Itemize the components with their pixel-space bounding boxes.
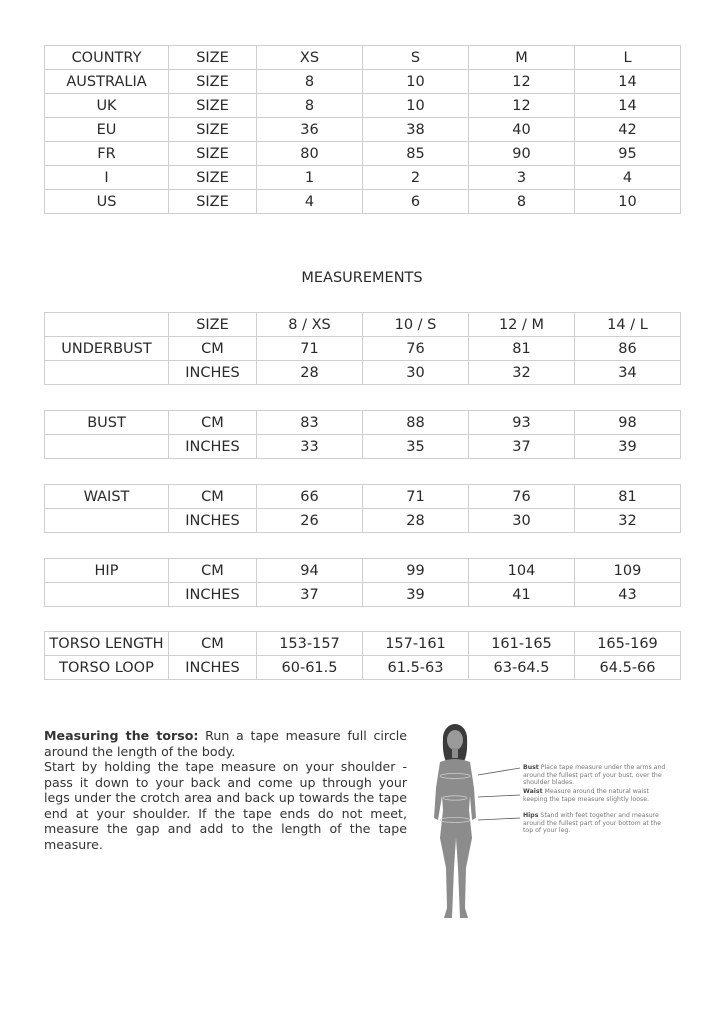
table-cell: 32 [469, 361, 575, 385]
table-cell: 34 [575, 361, 681, 385]
table-cell: 14 [575, 70, 681, 94]
table-cell: 2 [363, 166, 469, 190]
body-silhouette-illustration [420, 718, 520, 928]
table-cell: SIZE [169, 190, 257, 214]
header-cell: SIZE [169, 46, 257, 70]
table-row [45, 337, 681, 361]
table-cell: 1 [257, 166, 363, 190]
table-cell: 83 [257, 411, 363, 435]
table-cell: 94 [257, 559, 363, 583]
table-row [45, 70, 681, 94]
table-cell: 37 [257, 583, 363, 607]
measurements-title: MEASUREMENTS [301, 270, 423, 286]
table-cell: 40 [469, 118, 575, 142]
header-cell: COUNTRY [45, 46, 169, 70]
table-cell: 76 [363, 337, 469, 361]
table-cell: 153-157 [257, 632, 363, 656]
table-cell: 109 [575, 559, 681, 583]
torso-table [44, 631, 681, 680]
table-row [45, 485, 681, 509]
hips-caption [523, 812, 673, 835]
table-cell: 93 [469, 411, 575, 435]
table-cell: 8 [469, 190, 575, 214]
row-label-empty [45, 583, 169, 607]
table-cell: 6 [363, 190, 469, 214]
measurement-figure [420, 718, 700, 928]
table-cell: 61.5-63 [363, 656, 469, 680]
header-cell: SIZE [169, 313, 257, 337]
torso-measuring-instructions [44, 728, 407, 852]
table-cell: 10 [575, 190, 681, 214]
table-cell: SIZE [169, 166, 257, 190]
table-cell: 39 [575, 435, 681, 459]
waist-table [44, 484, 681, 533]
waist-caption-title: Waist [523, 788, 543, 795]
table-header-row [45, 313, 681, 337]
unit-cell: INCHES [169, 583, 257, 607]
table-cell: 80 [257, 142, 363, 166]
table-cell: 32 [575, 509, 681, 533]
table-cell: 39 [363, 583, 469, 607]
table-cell: 38 [363, 118, 469, 142]
table-row [45, 361, 681, 385]
table-row [45, 190, 681, 214]
table-cell: 81 [575, 485, 681, 509]
table-cell: 30 [363, 361, 469, 385]
table-cell: 161-165 [469, 632, 575, 656]
table-row [45, 656, 681, 680]
table-header-row [45, 46, 681, 70]
hips-caption-title: Hips [523, 812, 539, 819]
header-cell: 12 / M [469, 313, 575, 337]
table-cell: 30 [469, 509, 575, 533]
row-label-empty [45, 509, 169, 533]
unit-cell: INCHES [169, 435, 257, 459]
table-cell: 4 [575, 166, 681, 190]
table-cell: FR [45, 142, 169, 166]
table-cell: 36 [257, 118, 363, 142]
waist-caption-text: Measure around the natural waist keeping the tape measure slightly loose. [523, 788, 650, 803]
table-cell: 43 [575, 583, 681, 607]
unit-cell: CM [169, 559, 257, 583]
table-row [45, 411, 681, 435]
table-cell: 35 [363, 435, 469, 459]
underbust-table [44, 312, 681, 385]
unit-cell: INCHES [169, 656, 257, 680]
table-cell: 99 [363, 559, 469, 583]
row-label: BUST [45, 411, 169, 435]
header-cell: 8 / XS [257, 313, 363, 337]
table-cell: 14 [575, 94, 681, 118]
table-cell: 76 [469, 485, 575, 509]
table-cell: 71 [363, 485, 469, 509]
size-conversion-table [44, 45, 681, 214]
table-cell: 66 [257, 485, 363, 509]
table-cell: SIZE [169, 118, 257, 142]
table-row [45, 166, 681, 190]
table-cell: 88 [363, 411, 469, 435]
table-cell: 4 [257, 190, 363, 214]
table-cell: 86 [575, 337, 681, 361]
table-cell: I [45, 166, 169, 190]
header-cell: 14 / L [575, 313, 681, 337]
table-cell: 26 [257, 509, 363, 533]
unit-cell: CM [169, 632, 257, 656]
table-cell: 8 [257, 94, 363, 118]
unit-cell: CM [169, 337, 257, 361]
table-cell: AUSTRALIA [45, 70, 169, 94]
unit-cell: CM [169, 485, 257, 509]
table-cell: 8 [257, 70, 363, 94]
hip-table [44, 558, 681, 607]
header-cell: M [469, 46, 575, 70]
table-cell: EU [45, 118, 169, 142]
table-cell: 98 [575, 411, 681, 435]
table-cell: 63-64.5 [469, 656, 575, 680]
table-row [45, 94, 681, 118]
table-cell: 95 [575, 142, 681, 166]
table-row [45, 632, 681, 656]
row-label-empty [45, 361, 169, 385]
row-label: WAIST [45, 485, 169, 509]
table-cell: 10 [363, 70, 469, 94]
table-row [45, 435, 681, 459]
table-cell: 28 [363, 509, 469, 533]
table-row [45, 559, 681, 583]
table-cell: 37 [469, 435, 575, 459]
table-cell: 3 [469, 166, 575, 190]
table-cell: US [45, 190, 169, 214]
unit-cell: INCHES [169, 361, 257, 385]
table-cell: 28 [257, 361, 363, 385]
table-cell: 10 [363, 94, 469, 118]
table-cell: 12 [469, 70, 575, 94]
header-cell: L [575, 46, 681, 70]
table-cell: 41 [469, 583, 575, 607]
table-cell: 157-161 [363, 632, 469, 656]
row-label-empty [45, 435, 169, 459]
table-cell: SIZE [169, 142, 257, 166]
table-cell: 33 [257, 435, 363, 459]
table-cell: 12 [469, 94, 575, 118]
unit-cell: CM [169, 411, 257, 435]
waist-caption [523, 788, 673, 803]
table-cell: 64.5-66 [575, 656, 681, 680]
row-label: TORSO LOOP [45, 656, 169, 680]
table-cell: 60-61.5 [257, 656, 363, 680]
table-cell: SIZE [169, 94, 257, 118]
table-cell: 81 [469, 337, 575, 361]
table-cell: 42 [575, 118, 681, 142]
hips-caption-text: Stand with feet together and measure around the fullest part of your bottom at the top of your leg. [523, 812, 661, 834]
header-cell: XS [257, 46, 363, 70]
table-cell: 71 [257, 337, 363, 361]
table-row [45, 118, 681, 142]
table-cell: 90 [469, 142, 575, 166]
instruction-paragraph: Start by holding the tape measure on your shoulder - pass it down to your back and come up through your legs under the crotch area and back up towards the tape end at your shoulder. If the tape ends do not meet, measure the gap and add to the length of the tape measure. [44, 759, 407, 852]
table-cell: SIZE [169, 70, 257, 94]
bust-caption-title: Bust [523, 764, 539, 771]
table-cell: 165-169 [575, 632, 681, 656]
row-label: UNDERBUST [45, 337, 169, 361]
table-cell: 85 [363, 142, 469, 166]
unit-cell: INCHES [169, 509, 257, 533]
bust-caption-text: Place tape measure under the arms and around the fullest part of your bust, over the shoulder blades. [523, 764, 666, 786]
table-cell: UK [45, 94, 169, 118]
instruction-text: Run a tape measure full circle around the length of the body. [44, 728, 407, 759]
row-label: TORSO LENGTH [45, 632, 169, 656]
row-label: HIP [45, 559, 169, 583]
instruction-paragraph [44, 728, 407, 759]
header-cell-empty [45, 313, 169, 337]
header-cell: 10 / S [363, 313, 469, 337]
bust-caption [523, 764, 673, 787]
table-row [45, 142, 681, 166]
header-cell: S [363, 46, 469, 70]
table-cell: 104 [469, 559, 575, 583]
bust-table [44, 410, 681, 459]
table-row [45, 583, 681, 607]
table-row [45, 509, 681, 533]
instruction-heading: Measuring the torso: [44, 728, 199, 743]
